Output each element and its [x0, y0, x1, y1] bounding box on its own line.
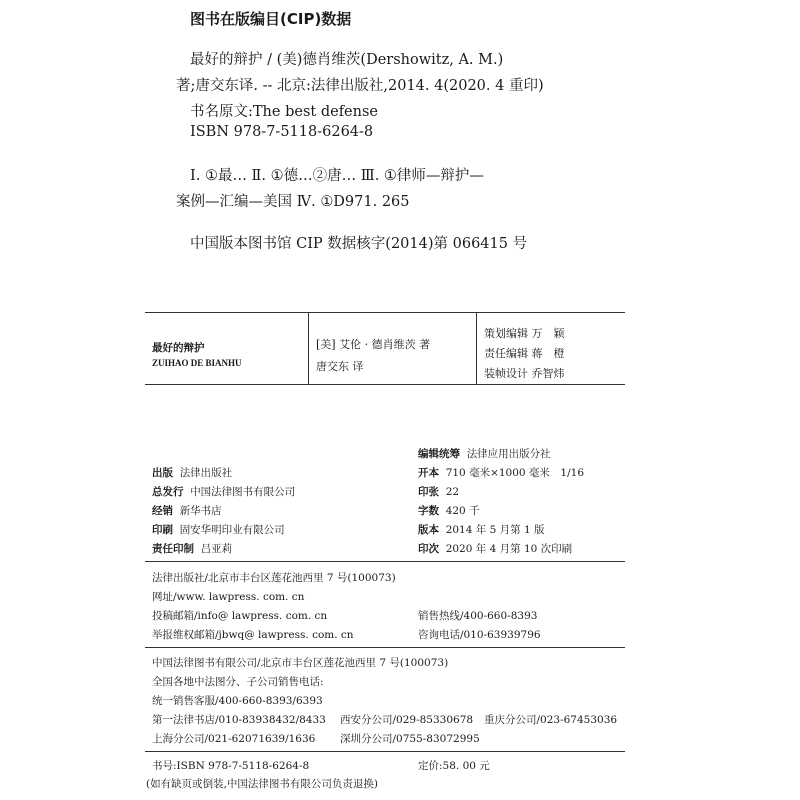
pub-label: 开本	[418, 467, 439, 479]
pub-value: 吕亚莉	[200, 543, 233, 555]
report-email: 举报维权邮箱/jbwq@ lawpress. com. cn	[152, 629, 354, 641]
editor-line: 责任编辑 蒋 橙	[484, 347, 565, 360]
editor-line: 策划编辑 万 颖	[484, 327, 565, 340]
pub-label: 印张	[418, 486, 439, 498]
cip-heading: 图书在版编目(CIP)数据	[190, 10, 352, 28]
cip-isbn-line: ISBN 978-7-5118-6264-8	[190, 124, 374, 140]
pub-label: 印刷	[152, 524, 173, 536]
divider	[145, 647, 625, 648]
publisher-address: 法律出版社/北京市丰台区莲花池西里 7 号(100073)	[152, 572, 396, 584]
cip-title-author-line: 最好的辩护 / (美)德肖维茨(Dershowitz, A. M.)	[190, 52, 504, 68]
cip-data-number-line: 中国版本图书馆 CIP 数据核字(2014)第 066415 号	[190, 236, 528, 252]
cip-classification-line-1: Ⅰ. ①最… Ⅱ. ①德…②唐… Ⅲ. ①律师—辩护—	[190, 168, 484, 184]
editor-line: 装帧设计 乔智炜	[484, 367, 565, 380]
divider	[145, 312, 625, 313]
pub-value: 固安华明印业有限公司	[179, 524, 285, 536]
distribution-heading: 全国各地中法图分、子公司销售电话:	[152, 676, 324, 688]
pub-label: 责任印制	[152, 543, 194, 555]
pub-value: 2014 年 5 月第 1 版	[445, 524, 545, 536]
divider	[308, 312, 309, 384]
branch-contact: 重庆分公司/023-67453036	[484, 714, 618, 726]
return-note: (如有缺页或倒装,中国法律图书有限公司负责退换)	[146, 778, 379, 790]
cip-classification-line-2: 案例—汇编—美国 Ⅳ. ①D971. 265	[176, 194, 410, 210]
translator-line: 唐交东 译	[316, 360, 364, 373]
book-title-cn: 最好的辩护	[152, 342, 205, 354]
sales-service: 统一销售客服/400-660-8393/6393	[152, 695, 323, 707]
pub-value: 新华书店	[179, 505, 222, 517]
pub-label: 总发行	[152, 486, 184, 498]
edit-value: 法律应用出版分社	[466, 448, 551, 460]
pub-value: 420 千	[445, 505, 480, 517]
submission-email: 投稿邮箱/info@ lawpress. com. cn	[152, 610, 328, 622]
divider	[145, 561, 625, 562]
pub-label: 字数	[418, 505, 439, 517]
pub-value: 22	[445, 486, 460, 498]
isbn-footer: 书号:ISBN 978-7-5118-6264-8	[152, 760, 310, 772]
cip-publisher-line: 著;唐交东译. -- 北京:法律出版社,2014. 4(2020. 4 重印)	[176, 78, 544, 94]
divider	[476, 312, 477, 384]
sales-hotline: 销售热线/400-660-8393	[418, 610, 538, 622]
author-line: [美] 艾伦 · 德肖维茨 著	[316, 338, 431, 351]
website: 网址/www. lawpress. com. cn	[152, 591, 305, 603]
book-title-pinyin: ZUIHAO DE BIANHU	[152, 358, 242, 368]
pub-label: 印次	[418, 543, 439, 555]
consult-phone: 咨询电话/010-63939796	[418, 629, 541, 641]
divider	[145, 751, 625, 752]
pub-value: 法律出版社	[179, 467, 233, 479]
pub-value: 2020 年 4 月第 10 次印刷	[445, 543, 573, 555]
branch-contact: 西安分公司/029-85330678	[340, 714, 474, 726]
pub-label: 出版	[152, 467, 173, 479]
pub-label: 版本	[418, 524, 439, 536]
pub-value: 中国法律图书有限公司	[190, 486, 296, 498]
branch-contact: 上海分公司/021-62071639/1636	[152, 733, 316, 745]
branch-contact: 深圳分公司/0755-83072995	[340, 733, 480, 745]
price: 定价:58. 00 元	[418, 760, 490, 772]
pub-value: 710 毫米×1000 毫米 1/16	[445, 467, 585, 479]
divider	[145, 384, 625, 385]
cip-original-title-line: 书名原文:The best defense	[190, 104, 378, 120]
edit-label: 编辑统筹	[418, 448, 460, 460]
distributor-address: 中国法律图书有限公司/北京市丰台区莲花池西里 7 号(100073)	[152, 657, 449, 669]
branch-contact: 第一法律书店/010-83938432/8433	[152, 714, 326, 726]
pub-label: 经销	[152, 505, 173, 517]
